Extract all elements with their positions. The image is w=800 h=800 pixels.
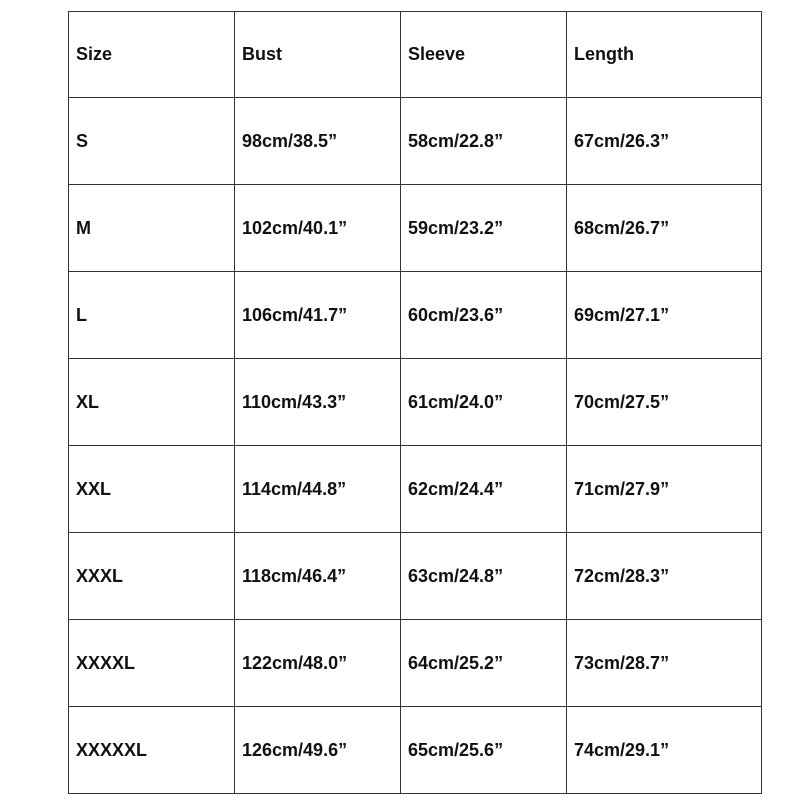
sleeve-cell: 65cm/25.6” <box>401 707 567 794</box>
table-row <box>69 185 762 272</box>
length-cell: 70cm/27.5” <box>567 359 762 446</box>
bust-cell: 118cm/46.4” <box>235 533 401 620</box>
sleeve-cell: 60cm/23.6” <box>401 272 567 359</box>
bust-cell: 102cm/40.1” <box>235 185 401 272</box>
sleeve-cell: 61cm/24.0” <box>401 359 567 446</box>
header-row <box>69 12 762 98</box>
table-body <box>69 98 762 794</box>
table-row <box>69 272 762 359</box>
size-cell: L <box>69 272 235 359</box>
size-cell: S <box>69 98 235 185</box>
size-cell: XXL <box>69 446 235 533</box>
bust-cell: 122cm/48.0” <box>235 620 401 707</box>
length-cell: 71cm/27.9” <box>567 446 762 533</box>
bust-cell: 106cm/41.7” <box>235 272 401 359</box>
header-size: Size <box>69 12 235 98</box>
sleeve-cell: 59cm/23.2” <box>401 185 567 272</box>
sleeve-cell: 62cm/24.4” <box>401 446 567 533</box>
length-cell: 74cm/29.1” <box>567 707 762 794</box>
sleeve-cell: 63cm/24.8” <box>401 533 567 620</box>
bust-cell: 114cm/44.8” <box>235 446 401 533</box>
size-cell: XXXXXL <box>69 707 235 794</box>
table-row <box>69 359 762 446</box>
length-cell: 72cm/28.3” <box>567 533 762 620</box>
table-row <box>69 620 762 707</box>
sleeve-cell: 64cm/25.2” <box>401 620 567 707</box>
table-row <box>69 98 762 185</box>
size-cell: XL <box>69 359 235 446</box>
length-cell: 68cm/26.7” <box>567 185 762 272</box>
table-row <box>69 533 762 620</box>
sleeve-cell: 58cm/22.8” <box>401 98 567 185</box>
size-cell: XXXL <box>69 533 235 620</box>
table-row <box>69 707 762 794</box>
header-bust: Bust <box>235 12 401 98</box>
bust-cell: 126cm/49.6” <box>235 707 401 794</box>
bust-cell: 110cm/43.3” <box>235 359 401 446</box>
size-chart-table <box>68 11 762 794</box>
table-header <box>69 12 762 98</box>
table-row <box>69 446 762 533</box>
size-cell: XXXXL <box>69 620 235 707</box>
length-cell: 67cm/26.3” <box>567 98 762 185</box>
size-cell: M <box>69 185 235 272</box>
length-cell: 69cm/27.1” <box>567 272 762 359</box>
length-cell: 73cm/28.7” <box>567 620 762 707</box>
bust-cell: 98cm/38.5” <box>235 98 401 185</box>
header-length: Length <box>567 12 762 98</box>
header-sleeve: Sleeve <box>401 12 567 98</box>
